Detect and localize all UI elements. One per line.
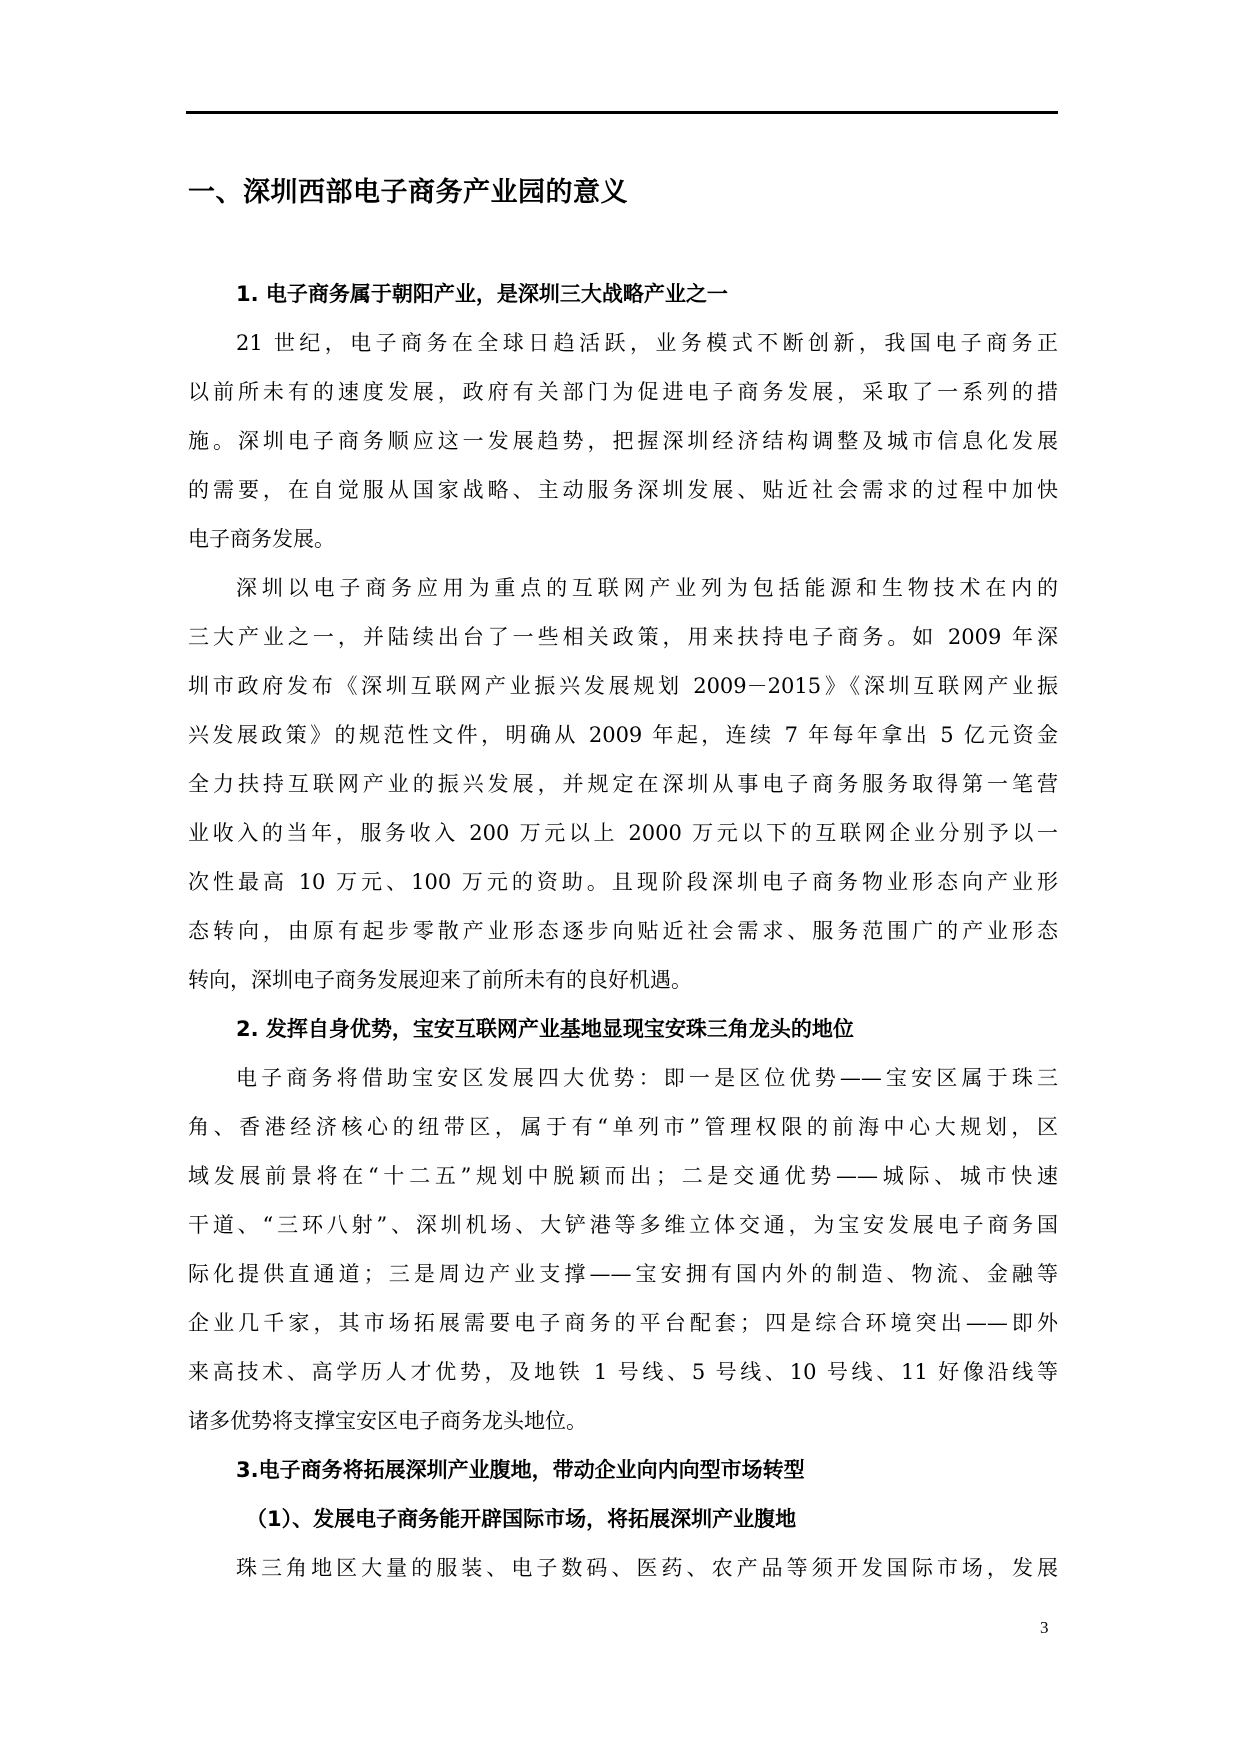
text-line: 兴发展政策》的规范性文件，明确从 2009 年起，连续 7 年每年拿出 5 亿元资金 <box>188 723 1058 747</box>
text-line: 业收入的当年，服务收入 200 万元以上 2000 万元以下的互联网企业分别予以一 <box>188 821 1058 845</box>
text-line: 珠三角地区大量的服装、电子数码、医药、农产品等须开发国际市场，发展 <box>236 1556 1058 1580</box>
text-line: 转向，深圳电子商务发展迎来了前所未有的良好机遇。 <box>188 968 692 992</box>
text-line: 企业几千家，其市场拓展需要电子商务的平台配套；四是综合环境突出——即外 <box>188 1311 1058 1335</box>
text-line: 来高技术、高学历人才优势，及地铁 1 号线、5 号线、10 号线、11 好像沿线等 <box>188 1360 1058 1384</box>
subsection-heading-1: 1. 电子商务属于朝阳产业，是深圳三大战略产业之一 <box>236 282 728 306</box>
text-line: 圳市政府发布《深圳互联网产业振兴发展规划 2009－2015》《深圳互联网产业振 <box>188 674 1058 698</box>
page-content <box>188 160 1058 1593</box>
text-line: 角、香港经济核心的纽带区，属于有“单列市”管理权限的前海中心大规划，区 <box>188 1115 1058 1139</box>
paragraph-1-1 <box>188 319 1058 564</box>
text-line: 三大产业之一，并陆续出台了一些相关政策，用来扶持电子商务。如 2009 年深 <box>188 625 1058 649</box>
text-line: 21 世纪，电子商务在全球日趋活跃，业务模式不断创新，我国电子商务正 <box>236 331 1058 355</box>
header-rule <box>186 111 1058 114</box>
paragraph-3-1 <box>188 1544 1058 1593</box>
page-number: 3 <box>1040 1618 1049 1637</box>
text-line: 诸多优势将支撑宝安区电子商务龙头地位。 <box>188 1409 587 1433</box>
subsection-heading-3: 3.电子商务将拓展深圳产业腹地，带动企业向内向型市场转型 <box>236 1458 805 1482</box>
subsection-heading-2: 2. 发挥自身优势，宝安互联网产业基地显现宝安珠三角龙头的地位 <box>236 1017 854 1041</box>
text-line: 际化提供直通道；三是周边产业支撑——宝安拥有国内外的制造、物流、金融等 <box>188 1262 1058 1286</box>
paragraph-1-2 <box>188 564 1058 1005</box>
paragraph-2-1 <box>188 1054 1058 1446</box>
text-line: 干道、“三环八射”、深圳机场、大铲港等多维立体交通，为宝安发展电子商务国 <box>188 1213 1058 1237</box>
text-line: 域发展前景将在“十二五”规划中脱颖而出；二是交通优势——城际、城市快速 <box>188 1164 1058 1188</box>
text-line: 态转向，由原有起步零散产业形态逐步向贴近社会需求、服务范围广的产业形态 <box>188 919 1058 943</box>
text-line: 以前所未有的速度发展，政府有关部门为促进电子商务发展，采取了一系列的措 <box>188 380 1058 404</box>
section-title: 一、深圳西部电子商务产业园的意义 <box>188 177 628 208</box>
text-line: 全力扶持互联网产业的振兴发展，并规定在深圳从事电子商务服务取得第一笔营 <box>188 772 1058 796</box>
text-line: 施。深圳电子商务顺应这一发展趋势，把握深圳经济结构调整及城市信息化发展 <box>188 429 1058 453</box>
text-line: 的需要，在自觉服从国家战略、主动服务深圳发展、贴近社会需求的过程中加快 <box>188 478 1058 502</box>
text-line: 电子商务将借助宝安区发展四大优势：即一是区位优势——宝安区属于珠三 <box>236 1066 1058 1090</box>
text-line: 电子商务发展。 <box>188 527 335 551</box>
text-line: 次性最高 10 万元、100 万元的资助。且现阶段深圳电子商务物业形态向产业形 <box>188 870 1058 894</box>
text-line: 深圳以电子商务应用为重点的互联网产业列为包括能源和生物技术在内的 <box>236 576 1058 600</box>
sub-subsection-heading-3-1: （1）、发展电子商务能开辟国际市场，将拓展深圳产业腹地 <box>246 1507 797 1531</box>
